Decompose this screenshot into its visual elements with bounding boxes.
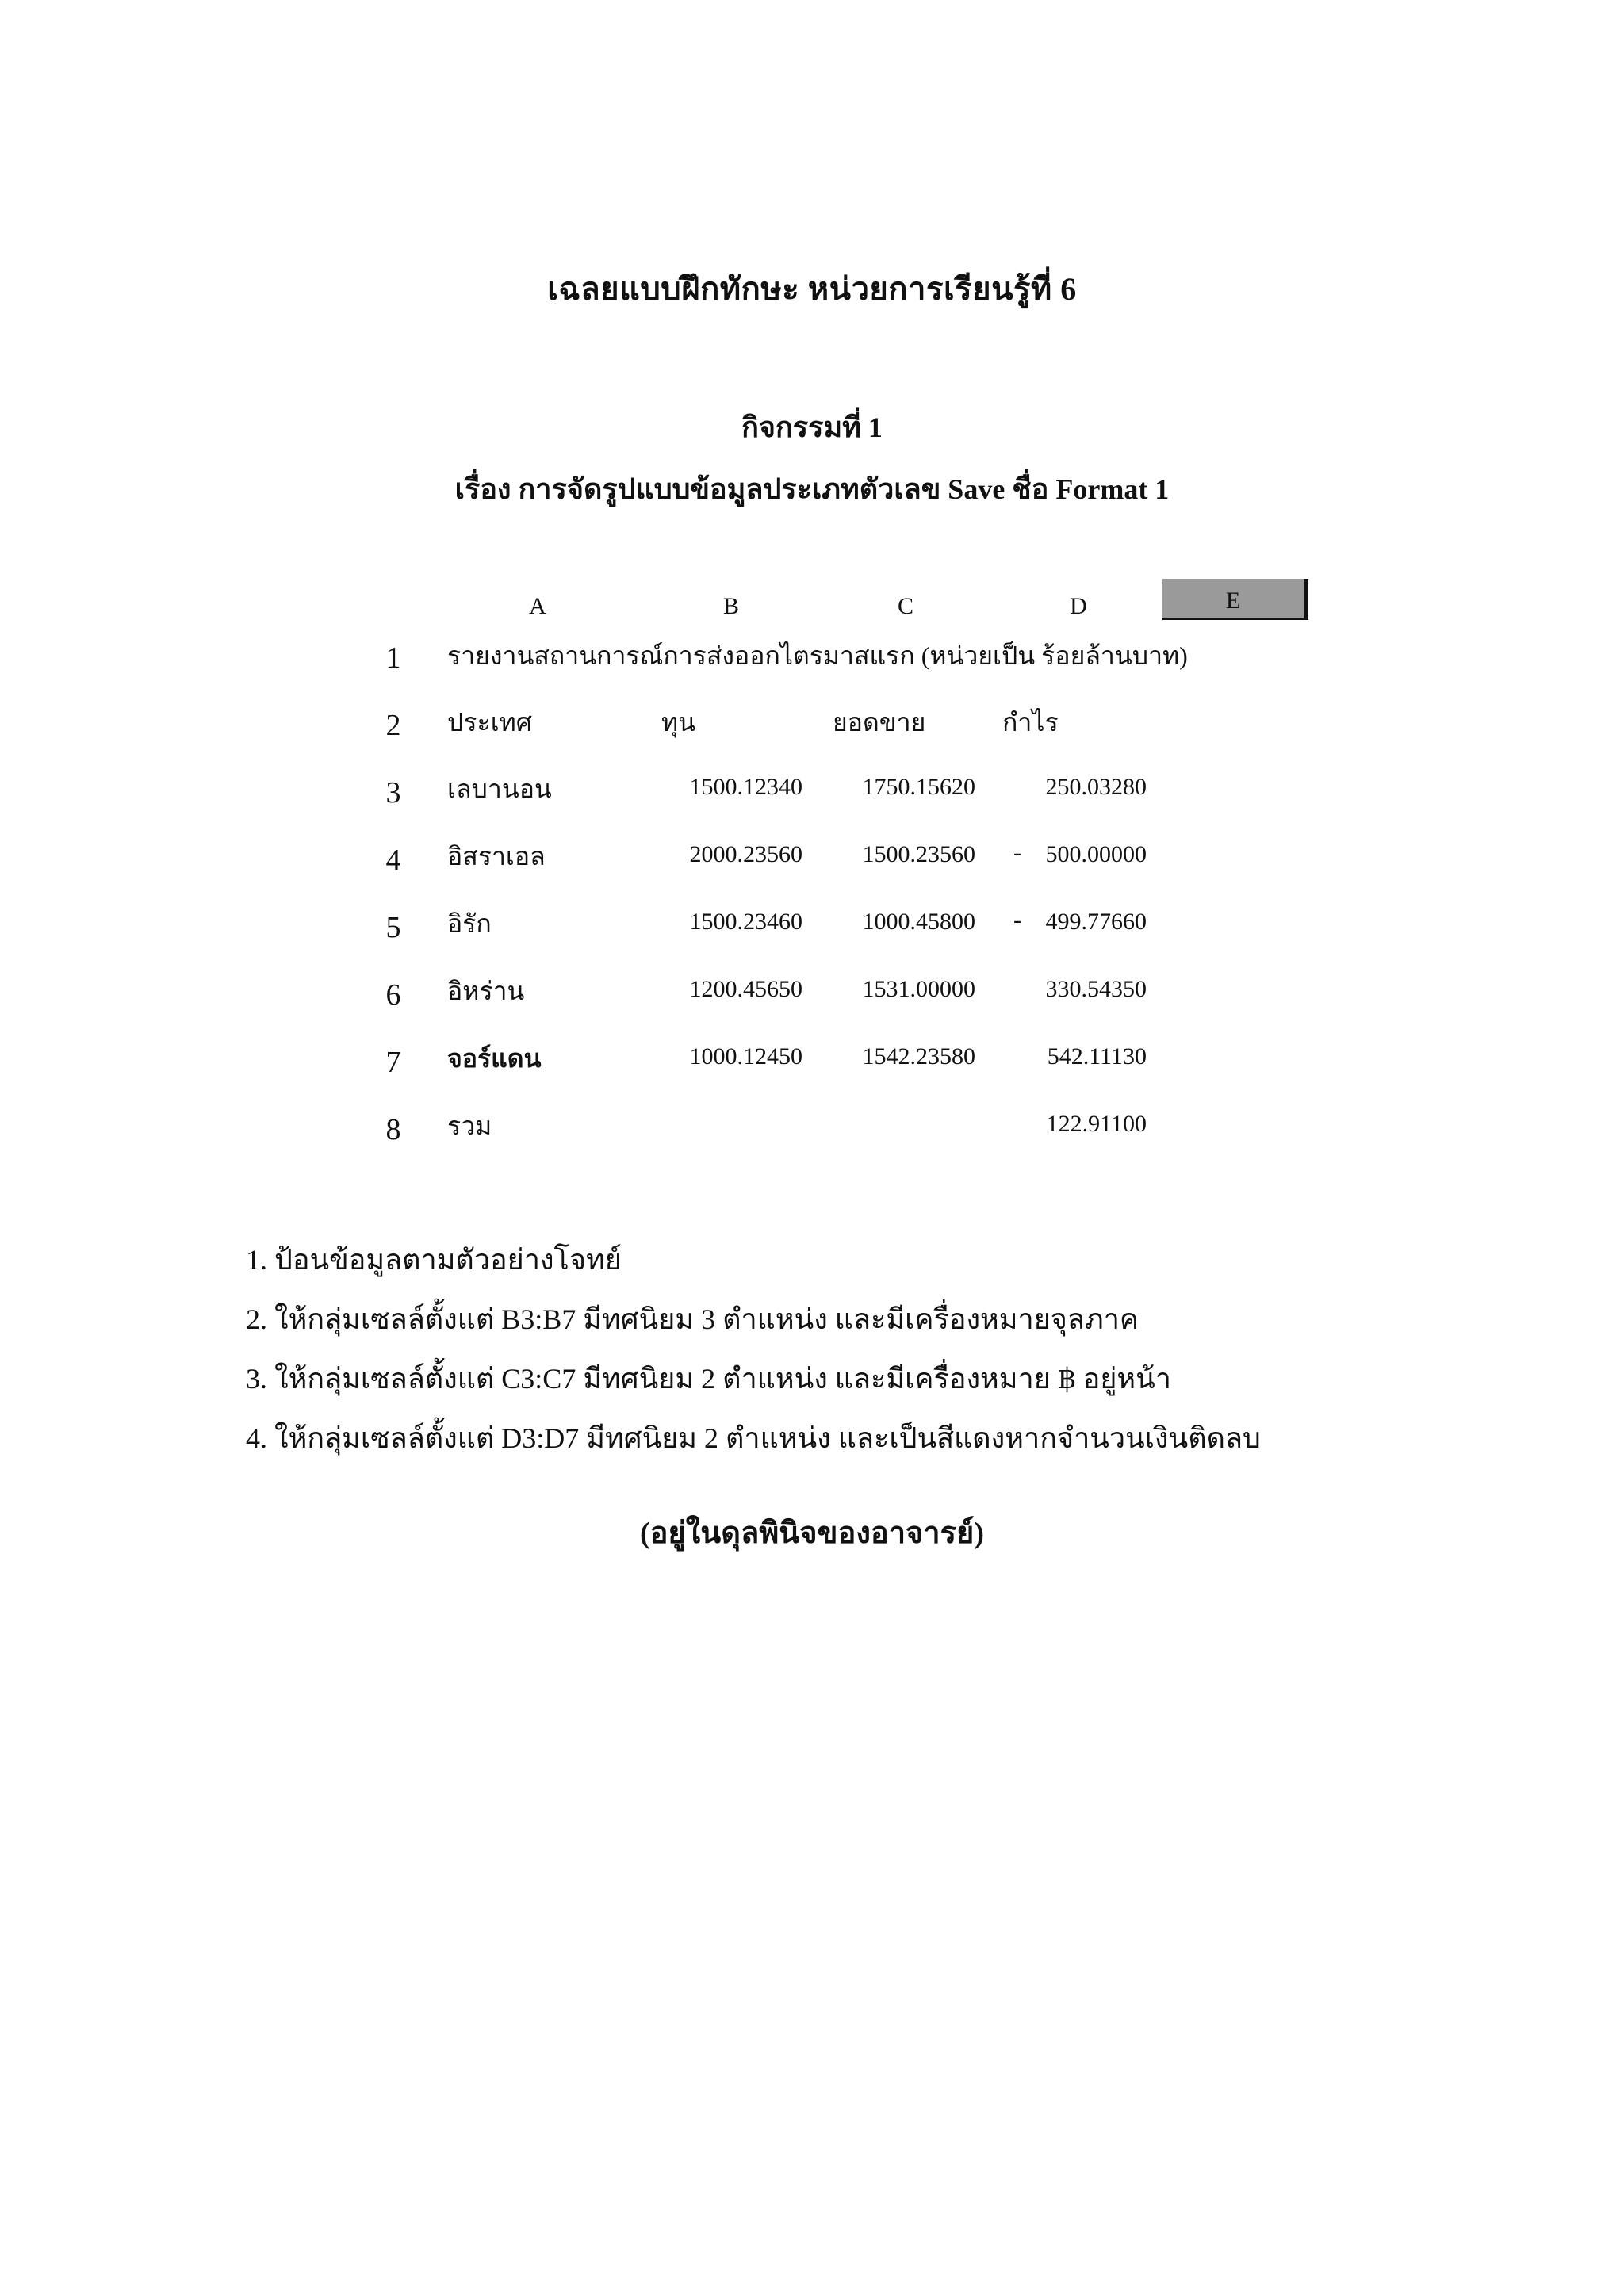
cell-sales: 1000.45800 — [862, 909, 975, 935]
column-header-e: E — [1162, 579, 1308, 620]
cell-sales: 1531.00000 — [862, 976, 975, 1002]
row-number: 7 — [385, 1046, 401, 1079]
cell-capital: 1200.45650 — [689, 976, 802, 1002]
cell-header-profit: กำไร — [1002, 708, 1059, 737]
cell-capital: 1500.23460 — [689, 909, 802, 935]
instruction-item: 4. ให้กลุ่มเซลล์ตั้งแต่ D3:D7 มีทศนิยม 2 ตำแหน่ง และเป็นสีแดงหากจำนวนเงินติดลบ — [246, 1422, 1261, 1454]
cell-a1-report-title: รายงานสถานการณ์การส่งออกไตรมาสแรก (หน่วยเป็น ร้อยล้านบาท) — [447, 641, 1188, 670]
cell-country: อิรัก — [447, 909, 492, 938]
cell-country: อิสราเอล — [447, 842, 546, 871]
instruction-item: 3. ให้กลุ่มเซลล์ตั้งแต่ C3:C7 มีทศนิยม 2 ตำแหน่ง และมีเครื่องหมาย ฿ อยู่หน้า — [246, 1363, 1171, 1395]
cell-header-capital: ทุน — [661, 708, 695, 737]
cell-sales: 1542.23580 — [862, 1043, 975, 1070]
row-number: 1 — [385, 641, 401, 675]
cell-sales: 1750.15620 — [862, 774, 975, 800]
negative-sign: - — [1013, 840, 1021, 866]
cell-sales: 1500.23560 — [862, 841, 975, 867]
cell-profit: 542.11130 — [1047, 1043, 1147, 1070]
cell-total-label: รวม — [447, 1112, 492, 1140]
column-header-d: D — [1070, 593, 1087, 619]
teacher-discretion-note: (อยู่ในดุลพินิจของอาจารย์) — [640, 1517, 984, 1550]
cell-profit: 499.77660 — [1045, 909, 1147, 935]
column-header-c: C — [897, 593, 914, 619]
cell-total-profit: 122.91100 — [1046, 1111, 1147, 1137]
page-title: เฉลยแบบฝึกทักษะ หน่วยการเรียนรู้ที่ 6 — [547, 271, 1077, 307]
column-header-b: B — [722, 593, 739, 619]
cell-country: อิหร่าน — [447, 977, 525, 1005]
cell-profit: 500.00000 — [1045, 841, 1147, 867]
cell-header-sales: ยอดขาย — [833, 708, 926, 737]
cell-country: เลบานอน — [447, 775, 552, 803]
row-number: 3 — [385, 776, 401, 809]
cell-profit: 330.54350 — [1045, 976, 1147, 1002]
activity-subject: เรื่อง การจัดรูปแบบข้อมูลประเภทตัวเลข Save ชื่อ Format 1 — [454, 473, 1170, 505]
row-number: 5 — [385, 911, 401, 944]
activity-title: กิจกรรมที่ 1 — [741, 411, 883, 443]
column-header-a: A — [529, 593, 546, 619]
row-number: 2 — [385, 709, 401, 742]
cell-country: จอร์แดน — [447, 1044, 542, 1073]
row-number: 6 — [385, 978, 401, 1012]
negative-sign: - — [1013, 907, 1021, 933]
instruction-item: 1. ป้อนข้อมูลตามตัวอย่างโจทย์ — [246, 1244, 622, 1276]
instruction-item: 2. ให้กลุ่มเซลล์ตั้งแต่ B3:B7 มีทศนิยม 3 ตำแหน่ง และมีเครื่องหมายจุลภาค — [246, 1303, 1139, 1335]
instruction-list — [246, 1230, 1261, 1468]
cell-capital: 1500.12340 — [689, 774, 802, 800]
cell-profit: 250.03280 — [1045, 774, 1147, 800]
cell-capital: 1000.12450 — [689, 1043, 802, 1070]
cell-capital: 2000.23560 — [689, 841, 802, 867]
row-number: 4 — [385, 844, 401, 877]
row-number: 8 — [385, 1113, 401, 1146]
cell-header-country: ประเทศ — [447, 708, 533, 737]
